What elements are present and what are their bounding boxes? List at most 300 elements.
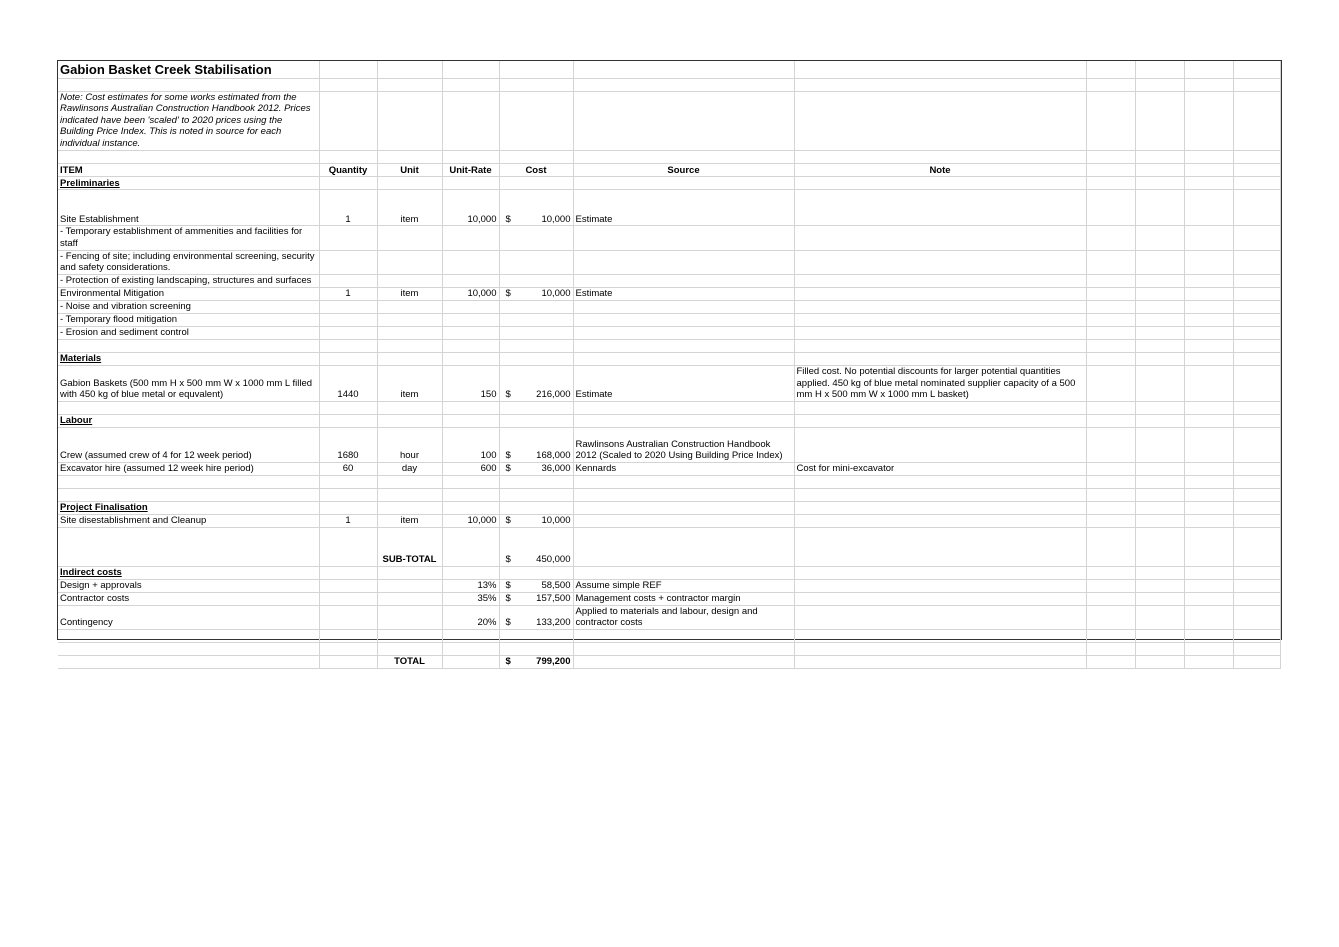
- source-cell[interactable]: Estimate: [573, 190, 794, 226]
- quantity-cell[interactable]: 1: [319, 514, 377, 527]
- empty-cell[interactable]: [1086, 287, 1135, 300]
- unit-cell[interactable]: [377, 643, 442, 656]
- quantity-cell[interactable]: [319, 313, 377, 326]
- empty-cell[interactable]: [1135, 250, 1184, 274]
- empty-cell[interactable]: [1135, 488, 1184, 501]
- empty-cell[interactable]: [1135, 656, 1184, 669]
- unit-rate-cell[interactable]: [442, 656, 499, 669]
- empty-cell[interactable]: [1086, 566, 1135, 579]
- empty-cell[interactable]: [1184, 488, 1233, 501]
- empty-cell[interactable]: [1233, 579, 1280, 592]
- unit-cell[interactable]: item: [377, 514, 442, 527]
- source-cell[interactable]: [573, 177, 794, 190]
- empty-cell[interactable]: [1086, 656, 1135, 669]
- empty-cell[interactable]: [1086, 475, 1135, 488]
- section-title[interactable]: Indirect costs: [58, 566, 319, 579]
- empty-cell[interactable]: [1233, 501, 1280, 514]
- cost-cell[interactable]: [499, 579, 573, 592]
- note-cell[interactable]: [794, 190, 1086, 226]
- empty-cell[interactable]: [1086, 339, 1135, 352]
- section-title[interactable]: Preliminaries: [58, 177, 319, 190]
- empty-cell[interactable]: [1135, 427, 1184, 462]
- unit-rate-cell[interactable]: [442, 527, 499, 566]
- cost-cell[interactable]: [499, 365, 573, 401]
- unit-cell[interactable]: [377, 300, 442, 313]
- unit-cell[interactable]: [377, 630, 442, 643]
- empty-cell[interactable]: [1135, 579, 1184, 592]
- empty-cell[interactable]: [1135, 326, 1184, 339]
- empty-cell[interactable]: [1233, 326, 1280, 339]
- note-cell[interactable]: Filled cost. No potential discounts for larger potential quantities applied. 450 kg of blue metal nominated supplier capacity of a 500 mm H x 500 mm W x 1000 mm L basket): [794, 365, 1086, 401]
- empty-cell[interactable]: [1135, 313, 1184, 326]
- item-cell[interactable]: Design + approvals: [58, 579, 319, 592]
- quantity-cell[interactable]: [319, 527, 377, 566]
- cost-cell[interactable]: [499, 401, 573, 414]
- source-cell[interactable]: [573, 352, 794, 365]
- item-cell[interactable]: [58, 656, 319, 669]
- unit-rate-cell[interactable]: [442, 313, 499, 326]
- empty-cell[interactable]: [1135, 401, 1184, 414]
- cost-cell[interactable]: [499, 566, 573, 579]
- empty-cell[interactable]: [1135, 339, 1184, 352]
- empty-cell[interactable]: [1135, 592, 1184, 605]
- item-cell[interactable]: - Erosion and sediment control: [58, 326, 319, 339]
- total-cost-cell[interactable]: [499, 656, 573, 669]
- unit-rate-cell[interactable]: [442, 488, 499, 501]
- source-cell[interactable]: Kennards: [573, 462, 794, 475]
- empty-cell[interactable]: [1184, 427, 1233, 462]
- empty-cell[interactable]: [1135, 274, 1184, 287]
- source-cell[interactable]: [573, 401, 794, 414]
- quantity-cell[interactable]: [319, 605, 377, 629]
- empty-cell[interactable]: [1135, 566, 1184, 579]
- empty-cell[interactable]: [1184, 177, 1233, 190]
- empty-cell[interactable]: [1135, 414, 1184, 427]
- empty-cell[interactable]: [1184, 274, 1233, 287]
- empty-cell[interactable]: [1135, 643, 1184, 656]
- empty-cell[interactable]: [1086, 365, 1135, 401]
- unit-cell[interactable]: hour: [377, 427, 442, 462]
- note-cell[interactable]: [794, 475, 1086, 488]
- empty-cell[interactable]: [1184, 250, 1233, 274]
- unit-cell[interactable]: [377, 488, 442, 501]
- source-cell[interactable]: [573, 643, 794, 656]
- source-cell[interactable]: [573, 300, 794, 313]
- title-cell[interactable]: [58, 61, 319, 78]
- empty-cell[interactable]: [1086, 313, 1135, 326]
- cost-cell[interactable]: [499, 605, 573, 629]
- source-cell[interactable]: [573, 226, 794, 250]
- cost-cell[interactable]: [499, 527, 573, 566]
- empty-cell[interactable]: [1184, 592, 1233, 605]
- empty-cell[interactable]: [1135, 501, 1184, 514]
- note-cell[interactable]: [794, 427, 1086, 462]
- source-cell[interactable]: [573, 475, 794, 488]
- source-cell[interactable]: [573, 339, 794, 352]
- quantity-cell[interactable]: [319, 630, 377, 643]
- empty-cell[interactable]: [1184, 656, 1233, 669]
- item-cell[interactable]: Site Establishment: [58, 190, 319, 226]
- quantity-cell[interactable]: [319, 501, 377, 514]
- unit-cell[interactable]: [377, 326, 442, 339]
- empty-cell[interactable]: [1233, 401, 1280, 414]
- unit-rate-cell[interactable]: 600: [442, 462, 499, 475]
- unit-cell[interactable]: item: [377, 365, 442, 401]
- unit-cell[interactable]: [377, 313, 442, 326]
- quantity-cell[interactable]: [319, 488, 377, 501]
- empty-cell[interactable]: [1233, 313, 1280, 326]
- empty-cell[interactable]: [1233, 226, 1280, 250]
- empty-cell[interactable]: [1135, 300, 1184, 313]
- section-title[interactable]: Materials: [58, 352, 319, 365]
- unit-rate-cell[interactable]: [442, 401, 499, 414]
- item-cell[interactable]: [58, 401, 319, 414]
- note-cell[interactable]: [794, 527, 1086, 566]
- quantity-cell[interactable]: [319, 339, 377, 352]
- unit-cell[interactable]: [377, 414, 442, 427]
- cost-cell[interactable]: [499, 592, 573, 605]
- empty-cell[interactable]: [1086, 514, 1135, 527]
- item-cell[interactable]: Contractor costs: [58, 592, 319, 605]
- quantity-cell[interactable]: [319, 566, 377, 579]
- empty-cell[interactable]: [1184, 352, 1233, 365]
- empty-cell[interactable]: [1135, 226, 1184, 250]
- quantity-cell[interactable]: [319, 250, 377, 274]
- header-item[interactable]: ITEM: [58, 164, 319, 177]
- empty-cell[interactable]: [1135, 190, 1184, 226]
- unit-rate-cell[interactable]: 100: [442, 427, 499, 462]
- empty-cell[interactable]: [1135, 177, 1184, 190]
- item-cell[interactable]: - Noise and vibration screening: [58, 300, 319, 313]
- source-cell[interactable]: Estimate: [573, 365, 794, 401]
- empty-cell[interactable]: [1233, 177, 1280, 190]
- note-cell[interactable]: [58, 91, 319, 151]
- quantity-cell[interactable]: [319, 226, 377, 250]
- unit-cell[interactable]: [377, 501, 442, 514]
- empty-cell[interactable]: [1184, 190, 1233, 226]
- empty-cell[interactable]: [1184, 643, 1233, 656]
- cost-cell[interactable]: [499, 514, 573, 527]
- unit-cell[interactable]: [377, 250, 442, 274]
- empty-cell[interactable]: [1233, 287, 1280, 300]
- unit-rate-cell[interactable]: 35%: [442, 592, 499, 605]
- empty-cell[interactable]: [1086, 414, 1135, 427]
- empty-cell[interactable]: [1184, 313, 1233, 326]
- unit-cell[interactable]: [377, 566, 442, 579]
- note-cell[interactable]: [794, 656, 1086, 669]
- unit-rate-cell[interactable]: [442, 300, 499, 313]
- empty-cell[interactable]: [1135, 462, 1184, 475]
- item-cell[interactable]: [58, 630, 319, 643]
- unit-cell[interactable]: [377, 475, 442, 488]
- note-cell[interactable]: [794, 401, 1086, 414]
- unit-rate-cell[interactable]: [442, 352, 499, 365]
- empty-cell[interactable]: [1086, 427, 1135, 462]
- item-cell[interactable]: Excavator hire (assumed 12 week hire period): [58, 462, 319, 475]
- quantity-cell[interactable]: 1680: [319, 427, 377, 462]
- empty-cell[interactable]: [1233, 566, 1280, 579]
- source-cell[interactable]: [573, 656, 794, 669]
- section-title[interactable]: Project Finalisation: [58, 501, 319, 514]
- item-cell[interactable]: Site disestablishment and Cleanup: [58, 514, 319, 527]
- quantity-cell[interactable]: [319, 274, 377, 287]
- empty-cell[interactable]: [1086, 501, 1135, 514]
- unit-rate-cell[interactable]: [442, 475, 499, 488]
- header-unit-rate[interactable]: Unit-Rate: [442, 164, 499, 177]
- empty-cell[interactable]: [1135, 630, 1184, 643]
- source-cell[interactable]: [573, 488, 794, 501]
- item-cell[interactable]: [58, 488, 319, 501]
- cost-cell[interactable]: [499, 643, 573, 656]
- cost-cell[interactable]: [499, 462, 573, 475]
- empty-cell[interactable]: [1135, 527, 1184, 566]
- source-cell[interactable]: Applied to materials and labour, design and contractor costs: [573, 605, 794, 629]
- empty-cell[interactable]: [1135, 352, 1184, 365]
- note-cell[interactable]: [794, 326, 1086, 339]
- empty-cell[interactable]: [1233, 274, 1280, 287]
- note-cell[interactable]: Cost for mini-excavator: [794, 462, 1086, 475]
- note-cell[interactable]: [794, 488, 1086, 501]
- quantity-cell[interactable]: [319, 177, 377, 190]
- empty-cell[interactable]: [1184, 630, 1233, 643]
- source-cell[interactable]: [573, 501, 794, 514]
- empty-cell[interactable]: [1184, 226, 1233, 250]
- quantity-cell[interactable]: 1440: [319, 365, 377, 401]
- quantity-cell[interactable]: [319, 326, 377, 339]
- empty-cell[interactable]: [1233, 592, 1280, 605]
- note-cell[interactable]: [794, 352, 1086, 365]
- unit-rate-cell[interactable]: [442, 326, 499, 339]
- item-cell[interactable]: Gabion Baskets (500 mm H x 500 mm W x 1000 mm L filled with 450 kg of blue metal or equvalent): [58, 365, 319, 401]
- unit-rate-cell[interactable]: [442, 177, 499, 190]
- section-title[interactable]: Labour: [58, 414, 319, 427]
- empty-cell[interactable]: [1184, 605, 1233, 629]
- quantity-cell[interactable]: [319, 643, 377, 656]
- empty-cell[interactable]: [1233, 605, 1280, 629]
- source-cell[interactable]: [573, 414, 794, 427]
- cost-cell[interactable]: [499, 414, 573, 427]
- unit-cell[interactable]: [377, 579, 442, 592]
- source-cell[interactable]: [573, 326, 794, 339]
- cost-cell[interactable]: [499, 274, 573, 287]
- source-cell[interactable]: [573, 630, 794, 643]
- empty-cell[interactable]: [1233, 352, 1280, 365]
- empty-cell[interactable]: [1086, 643, 1135, 656]
- empty-cell[interactable]: [1233, 630, 1280, 643]
- note-cell[interactable]: [794, 313, 1086, 326]
- empty-cell[interactable]: [1086, 488, 1135, 501]
- empty-cell[interactable]: [1135, 287, 1184, 300]
- unit-rate-cell[interactable]: [442, 501, 499, 514]
- empty-cell[interactable]: [1184, 501, 1233, 514]
- quantity-cell[interactable]: [319, 656, 377, 669]
- empty-cell[interactable]: [1233, 475, 1280, 488]
- unit-rate-cell[interactable]: [442, 250, 499, 274]
- unit-rate-cell[interactable]: [442, 339, 499, 352]
- empty-cell[interactable]: [1233, 365, 1280, 401]
- empty-cell[interactable]: [1233, 300, 1280, 313]
- unit-cell[interactable]: [377, 226, 442, 250]
- empty-cell[interactable]: [1233, 462, 1280, 475]
- item-cell[interactable]: - Temporary establishment of ammenities and facilities for staff: [58, 226, 319, 250]
- unit-rate-cell[interactable]: 20%: [442, 605, 499, 629]
- item-cell[interactable]: - Temporary flood mitigation: [58, 313, 319, 326]
- empty-cell[interactable]: [1184, 414, 1233, 427]
- cost-cell[interactable]: [499, 427, 573, 462]
- empty-cell[interactable]: [1086, 401, 1135, 414]
- empty-cell[interactable]: [1086, 226, 1135, 250]
- empty-cell[interactable]: [1086, 274, 1135, 287]
- cost-cell[interactable]: [499, 177, 573, 190]
- quantity-cell[interactable]: [319, 414, 377, 427]
- note-cell[interactable]: [794, 414, 1086, 427]
- item-cell[interactable]: Crew (assumed crew of 4 for 12 week period): [58, 427, 319, 462]
- empty-cell[interactable]: [1135, 475, 1184, 488]
- note-cell[interactable]: [794, 501, 1086, 514]
- unit-rate-cell[interactable]: [442, 274, 499, 287]
- empty-cell[interactable]: [1184, 287, 1233, 300]
- item-cell[interactable]: [58, 339, 319, 352]
- unit-rate-cell[interactable]: 10,000: [442, 190, 499, 226]
- source-cell[interactable]: Rawlinsons Australian Construction Handbook 2012 (Scaled to 2020 Using Building Price Index): [573, 427, 794, 462]
- source-cell[interactable]: [573, 274, 794, 287]
- empty-cell[interactable]: [1086, 630, 1135, 643]
- note-cell[interactable]: [794, 592, 1086, 605]
- source-cell[interactable]: [573, 250, 794, 274]
- unit-cell[interactable]: [377, 605, 442, 629]
- cost-cell[interactable]: [499, 475, 573, 488]
- empty-cell[interactable]: [1135, 365, 1184, 401]
- empty-cell[interactable]: [1184, 339, 1233, 352]
- quantity-cell[interactable]: [319, 300, 377, 313]
- unit-rate-cell[interactable]: [442, 643, 499, 656]
- unit-rate-cell[interactable]: [442, 226, 499, 250]
- note-cell[interactable]: [794, 566, 1086, 579]
- source-cell[interactable]: [573, 514, 794, 527]
- empty-cell[interactable]: [1086, 592, 1135, 605]
- cost-cell[interactable]: [499, 352, 573, 365]
- quantity-cell[interactable]: [319, 579, 377, 592]
- note-cell[interactable]: [794, 300, 1086, 313]
- header-note[interactable]: Note: [794, 164, 1086, 177]
- empty-cell[interactable]: [1086, 605, 1135, 629]
- empty-cell[interactable]: [1184, 462, 1233, 475]
- header-source[interactable]: Source: [573, 164, 794, 177]
- item-cell[interactable]: [58, 643, 319, 656]
- source-cell[interactable]: [573, 313, 794, 326]
- item-cell[interactable]: - Fencing of site; including environmental screening, security and safety considerations.: [58, 250, 319, 274]
- note-cell[interactable]: [794, 579, 1086, 592]
- quantity-cell[interactable]: [319, 592, 377, 605]
- item-cell[interactable]: - Protection of existing landscaping, structures and surfaces: [58, 274, 319, 287]
- cost-cell[interactable]: [499, 190, 573, 226]
- note-cell[interactable]: [794, 250, 1086, 274]
- note-cell[interactable]: [794, 274, 1086, 287]
- unit-cell[interactable]: [377, 401, 442, 414]
- empty-cell[interactable]: [1233, 488, 1280, 501]
- empty-cell[interactable]: [1184, 365, 1233, 401]
- empty-cell[interactable]: [1184, 579, 1233, 592]
- note-cell[interactable]: [794, 605, 1086, 629]
- empty-cell[interactable]: [1233, 656, 1280, 669]
- empty-cell[interactable]: [1086, 462, 1135, 475]
- source-cell[interactable]: Estimate: [573, 287, 794, 300]
- quantity-cell[interactable]: 60: [319, 462, 377, 475]
- empty-cell[interactable]: [1086, 326, 1135, 339]
- empty-cell[interactable]: [1135, 605, 1184, 629]
- source-cell[interactable]: Management costs + contractor margin: [573, 592, 794, 605]
- quantity-cell[interactable]: [319, 475, 377, 488]
- total-label[interactable]: TOTAL: [377, 656, 442, 669]
- empty-cell[interactable]: [1233, 643, 1280, 656]
- note-cell[interactable]: [794, 630, 1086, 643]
- empty-cell[interactable]: [1184, 401, 1233, 414]
- note-cell[interactable]: [794, 287, 1086, 300]
- note-cell[interactable]: [794, 339, 1086, 352]
- empty-cell[interactable]: [1184, 527, 1233, 566]
- unit-rate-cell[interactable]: 150: [442, 365, 499, 401]
- cost-cell[interactable]: [499, 250, 573, 274]
- empty-cell[interactable]: [1233, 514, 1280, 527]
- cost-cell[interactable]: [499, 501, 573, 514]
- empty-cell[interactable]: [1233, 339, 1280, 352]
- note-cell[interactable]: [794, 643, 1086, 656]
- empty-cell[interactable]: [1184, 475, 1233, 488]
- empty-cell[interactable]: [1233, 250, 1280, 274]
- header-unit[interactable]: Unit: [377, 164, 442, 177]
- unit-cell[interactable]: [377, 592, 442, 605]
- quantity-cell[interactable]: [319, 401, 377, 414]
- empty-cell[interactable]: [1233, 190, 1280, 226]
- empty-cell[interactable]: [1233, 414, 1280, 427]
- note-cell[interactable]: [794, 177, 1086, 190]
- source-cell[interactable]: [573, 566, 794, 579]
- source-cell[interactable]: Assume simple REF: [573, 579, 794, 592]
- unit-cell[interactable]: [377, 177, 442, 190]
- empty-cell[interactable]: [1086, 177, 1135, 190]
- unit-cell[interactable]: [377, 339, 442, 352]
- empty-cell[interactable]: [1233, 527, 1280, 566]
- item-cell[interactable]: [58, 527, 319, 566]
- empty-cell[interactable]: [1086, 527, 1135, 566]
- empty-cell[interactable]: [1086, 250, 1135, 274]
- source-cell[interactable]: [573, 527, 794, 566]
- empty-cell[interactable]: [1086, 190, 1135, 226]
- cost-cell[interactable]: [499, 326, 573, 339]
- unit-rate-cell[interactable]: 10,000: [442, 287, 499, 300]
- header-cost[interactable]: Cost: [499, 164, 573, 177]
- cost-cell[interactable]: [499, 226, 573, 250]
- unit-rate-cell[interactable]: 13%: [442, 579, 499, 592]
- empty-cell[interactable]: [1184, 326, 1233, 339]
- empty-cell[interactable]: [1184, 514, 1233, 527]
- empty-cell[interactable]: [1184, 566, 1233, 579]
- note-cell[interactable]: [794, 226, 1086, 250]
- empty-cell[interactable]: [1135, 514, 1184, 527]
- item-cell[interactable]: [58, 475, 319, 488]
- unit-cell[interactable]: item: [377, 287, 442, 300]
- empty-cell[interactable]: [1184, 300, 1233, 313]
- empty-cell[interactable]: [1086, 300, 1135, 313]
- total-label[interactable]: SUB-TOTAL: [377, 527, 442, 566]
- quantity-cell[interactable]: [319, 352, 377, 365]
- unit-cell[interactable]: day: [377, 462, 442, 475]
- unit-cell[interactable]: item: [377, 190, 442, 226]
- cost-cell[interactable]: [499, 630, 573, 643]
- cost-cell[interactable]: [499, 313, 573, 326]
- unit-rate-cell[interactable]: [442, 566, 499, 579]
- header-quantity[interactable]: Quantity: [319, 164, 377, 177]
